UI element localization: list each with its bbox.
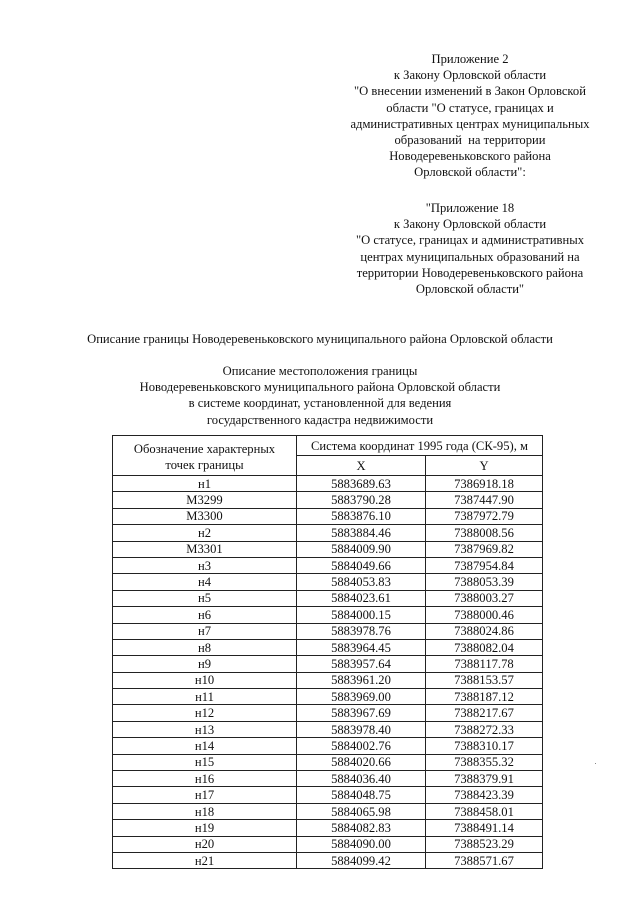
x-cell: 5883964.45 bbox=[297, 639, 426, 655]
y-cell: 7388523.29 bbox=[426, 836, 543, 852]
point-cell: н10 bbox=[113, 672, 297, 688]
y-cell: 7388458.01 bbox=[426, 803, 543, 819]
x-cell: 5883689.63 bbox=[297, 476, 426, 492]
table-row bbox=[113, 705, 543, 721]
table-row bbox=[113, 639, 543, 655]
appendix-18-heading bbox=[335, 200, 605, 297]
point-cell: н16 bbox=[113, 771, 297, 787]
subtitle-line: государственного кадастра недвижимости bbox=[206, 412, 434, 427]
point-cell: н5 bbox=[113, 590, 297, 606]
appendix-2-line: образований на территории bbox=[394, 133, 546, 148]
appendix-18-line: к Закону Орловской области bbox=[393, 217, 547, 232]
y-cell: 7388024.86 bbox=[426, 623, 543, 639]
table-header-row bbox=[113, 436, 543, 456]
appendix-18-line: центрах муниципальных образований на bbox=[360, 249, 580, 264]
y-cell: 7386918.18 bbox=[426, 476, 543, 492]
table-row bbox=[113, 852, 543, 868]
scan-artifact-dot bbox=[595, 763, 596, 764]
table-row bbox=[113, 689, 543, 705]
y-cell: 7388310.17 bbox=[426, 738, 543, 754]
x-cell: 5884048.75 bbox=[297, 787, 426, 803]
table-row bbox=[113, 803, 543, 819]
x-cell: 5884009.90 bbox=[297, 541, 426, 557]
table-row bbox=[113, 623, 543, 639]
y-cell: 7388217.67 bbox=[426, 705, 543, 721]
subtitle-line: Описание местоположения границы bbox=[222, 364, 418, 378]
point-cell: н18 bbox=[113, 803, 297, 819]
x-cell: 5884002.76 bbox=[297, 738, 426, 754]
table-row bbox=[113, 590, 543, 606]
y-cell: 7388117.78 bbox=[426, 656, 543, 672]
y-cell: 7388000.46 bbox=[426, 607, 543, 623]
y-cell: 7388003.27 bbox=[426, 590, 543, 606]
point-cell: н19 bbox=[113, 820, 297, 836]
point-cell: н1 bbox=[113, 476, 297, 492]
table-row bbox=[113, 541, 543, 557]
point-cell: н8 bbox=[113, 639, 297, 655]
appendix-18-line: Орловской области" bbox=[415, 282, 525, 297]
appendix-2-heading bbox=[335, 51, 605, 181]
appendix-2-line: административных центрах муниципальных bbox=[350, 116, 590, 131]
y-cell: 7388053.39 bbox=[426, 574, 543, 590]
point-cell: н2 bbox=[113, 525, 297, 541]
x-cell: 5883961.20 bbox=[297, 672, 426, 688]
y-cell: 7387969.82 bbox=[426, 541, 543, 557]
appendix-18-line: "Приложение 18 bbox=[425, 201, 515, 215]
point-cell: н12 bbox=[113, 705, 297, 721]
header-point-designation bbox=[113, 436, 297, 476]
coordinates-table bbox=[112, 435, 543, 869]
y-cell: 7388491.14 bbox=[426, 820, 543, 836]
point-cell: н3 bbox=[113, 557, 297, 573]
y-cell: 7388379.91 bbox=[426, 771, 543, 787]
x-cell: 5884020.66 bbox=[297, 754, 426, 770]
point-cell: н15 bbox=[113, 754, 297, 770]
appendix-18-line: территории Новодеревеньковского района bbox=[356, 265, 584, 280]
x-cell: 5884023.61 bbox=[297, 590, 426, 606]
x-cell: 5883957.64 bbox=[297, 656, 426, 672]
table-row bbox=[113, 607, 543, 623]
point-cell: М3300 bbox=[113, 508, 297, 524]
appendix-18-line: "О статусе, границах и административных bbox=[355, 233, 585, 248]
point-cell: н7 bbox=[113, 623, 297, 639]
y-cell: 7387447.90 bbox=[426, 492, 543, 508]
table-row bbox=[113, 508, 543, 524]
y-cell: 7388423.39 bbox=[426, 787, 543, 803]
appendix-2-line: области "О статусе, границах и bbox=[386, 100, 554, 115]
appendix-2-line: Новодеревеньковского района bbox=[389, 149, 551, 164]
y-cell: 7388355.32 bbox=[426, 754, 543, 770]
point-cell: н21 bbox=[113, 852, 297, 868]
x-cell: 5883884.46 bbox=[297, 525, 426, 541]
appendix-2-line: Орловской области": bbox=[414, 165, 526, 180]
point-cell: н11 bbox=[113, 689, 297, 705]
point-cell: М3299 bbox=[113, 492, 297, 508]
header-point-line: точек границы bbox=[165, 457, 244, 472]
x-cell: 5884049.66 bbox=[297, 557, 426, 573]
point-cell: н13 bbox=[113, 721, 297, 737]
table-row bbox=[113, 525, 543, 541]
x-cell: 5883969.00 bbox=[297, 689, 426, 705]
appendix-2-line: Приложение 2 bbox=[431, 52, 509, 66]
table-row bbox=[113, 754, 543, 770]
y-cell: 7388008.56 bbox=[426, 525, 543, 541]
point-cell: н17 bbox=[113, 787, 297, 803]
subtitle-line: в системе координат, установленной для ведения bbox=[188, 396, 452, 411]
table-row bbox=[113, 820, 543, 836]
y-cell: 7388082.04 bbox=[426, 639, 543, 655]
table-row bbox=[113, 557, 543, 573]
x-cell: 5883790.28 bbox=[297, 492, 426, 508]
appendix-2-line: к Закону Орловской области bbox=[393, 68, 547, 83]
point-cell: М3301 bbox=[113, 541, 297, 557]
table-row bbox=[113, 492, 543, 508]
document-title-text: Описание границы Новодеревеньковского муниципального района Орловской области bbox=[87, 332, 553, 346]
x-cell: 5884036.40 bbox=[297, 771, 426, 787]
y-cell: 7388187.12 bbox=[426, 689, 543, 705]
point-cell: н14 bbox=[113, 738, 297, 754]
table-row bbox=[113, 656, 543, 672]
x-cell: 5884053.83 bbox=[297, 574, 426, 590]
point-cell: н4 bbox=[113, 574, 297, 590]
y-cell: 7388571.67 bbox=[426, 852, 543, 868]
header-point-line: Обозначение характерных bbox=[133, 441, 276, 456]
x-cell: 5883876.10 bbox=[297, 508, 426, 524]
header-x: X bbox=[297, 456, 426, 476]
y-cell: 7388153.57 bbox=[426, 672, 543, 688]
table-body bbox=[113, 476, 543, 869]
point-cell: н9 bbox=[113, 656, 297, 672]
x-cell: 5883967.69 bbox=[297, 705, 426, 721]
x-cell: 5884082.83 bbox=[297, 820, 426, 836]
document-title bbox=[60, 331, 580, 347]
point-cell: н6 bbox=[113, 607, 297, 623]
appendix-2-line: "О внесении изменений в Закон Орловской bbox=[354, 84, 586, 99]
table-row bbox=[113, 836, 543, 852]
table-row bbox=[113, 476, 543, 492]
x-cell: 5884065.98 bbox=[297, 803, 426, 819]
table-row bbox=[113, 672, 543, 688]
x-cell: 5883978.76 bbox=[297, 623, 426, 639]
x-cell: 5883978.40 bbox=[297, 721, 426, 737]
point-cell: н20 bbox=[113, 836, 297, 852]
x-cell: 5884090.00 bbox=[297, 836, 426, 852]
table-row bbox=[113, 787, 543, 803]
y-cell: 7388272.33 bbox=[426, 721, 543, 737]
table-row bbox=[113, 771, 543, 787]
x-cell: 5884000.15 bbox=[297, 607, 426, 623]
header-coordinate-system: Система координат 1995 года (СК-95), м bbox=[297, 436, 543, 456]
table-row bbox=[113, 721, 543, 737]
table-row bbox=[113, 574, 543, 590]
document-subtitle bbox=[60, 363, 580, 428]
table-row bbox=[113, 738, 543, 754]
y-cell: 7387954.84 bbox=[426, 557, 543, 573]
y-cell: 7387972.79 bbox=[426, 508, 543, 524]
subtitle-line: Новодеревеньковского муниципального района Орловской области bbox=[139, 380, 501, 395]
header-y: Y bbox=[426, 456, 543, 476]
x-cell: 5884099.42 bbox=[297, 852, 426, 868]
